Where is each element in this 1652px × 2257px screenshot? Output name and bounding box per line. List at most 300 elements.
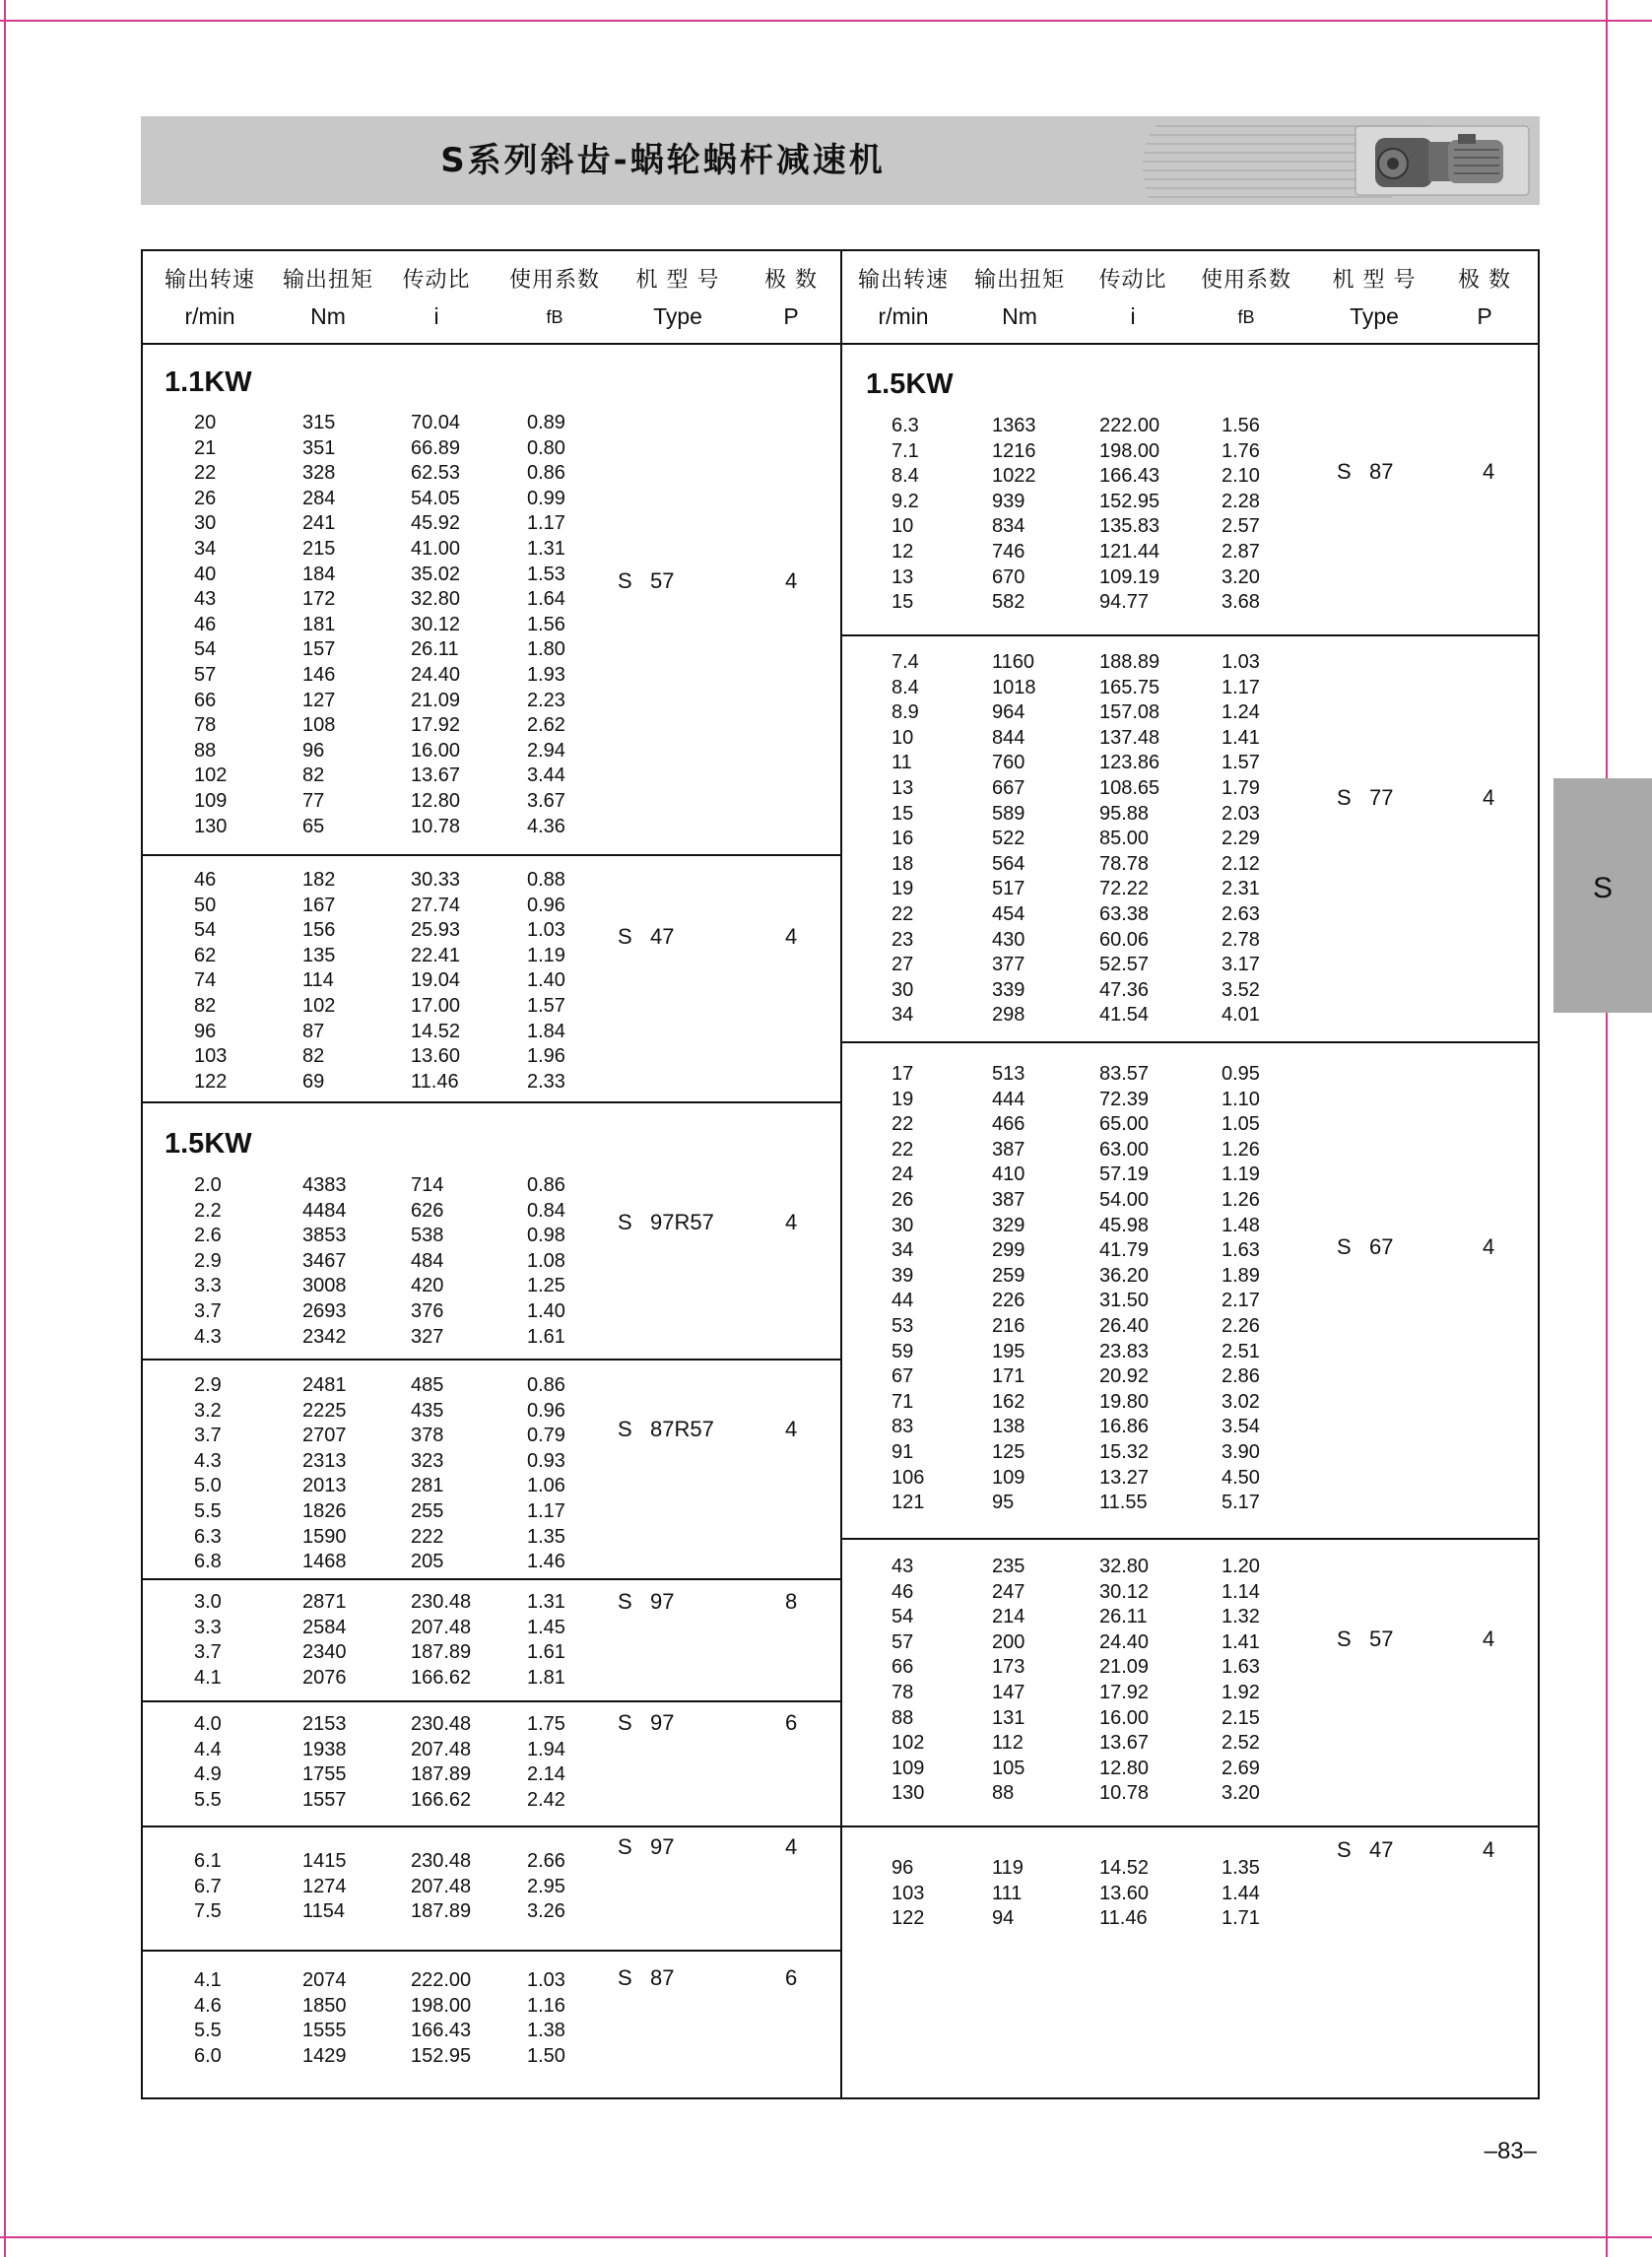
service-factor-cell: 1.19 [1222, 1163, 1260, 1186]
output-speed-cell: 130 [194, 815, 228, 837]
output-torque-cell: 235 [992, 1556, 1025, 1577]
output-speed-cell: 3.0 [194, 1591, 222, 1613]
ratio-cell: 187.89 [411, 1641, 472, 1664]
output-torque-cell: 226 [992, 1290, 1025, 1312]
ratio-cell: 60.06 [1099, 928, 1150, 951]
output-torque-cell: 105 [992, 1757, 1025, 1779]
service-factor-cell: 3.67 [527, 790, 565, 812]
service-factor-cell: 0.96 [527, 894, 565, 916]
service-factor-cell: 1.03 [1222, 651, 1260, 673]
header-type-unit: Type [1350, 303, 1399, 329]
ratio-cell: 70.04 [411, 412, 461, 433]
output-speed-cell: 2.9 [194, 1374, 222, 1396]
output-torque-cell: 146 [302, 664, 336, 686]
ratio-cell: 378 [411, 1425, 444, 1447]
output-torque-cell: 315 [302, 412, 336, 433]
output-speed-cell: 130 [892, 1782, 925, 1805]
service-factor-cell: 4.50 [1222, 1466, 1260, 1489]
header-ratio-unit: i [433, 303, 439, 329]
service-factor-cell: 1.56 [527, 613, 565, 635]
ratio-cell: 12.80 [1099, 1757, 1150, 1779]
right-column-header [842, 249, 1540, 343]
output-torque-cell: 88 [992, 1782, 1015, 1805]
output-torque-cell: 112 [992, 1732, 1024, 1755]
service-factor-cell: 0.88 [527, 869, 565, 891]
output-speed-cell: 34 [892, 1239, 914, 1262]
pole-count-cell: 4 [785, 568, 798, 593]
ratio-cell: 13.60 [1099, 1882, 1150, 1904]
output-torque-cell: 1826 [302, 1500, 347, 1522]
output-speed-cell: 22 [194, 462, 217, 485]
ratio-cell: 95.88 [1099, 802, 1150, 825]
output-speed-cell: 40 [194, 563, 217, 585]
output-speed-cell: 26 [892, 1189, 914, 1211]
output-torque-cell: 111 [992, 1882, 1023, 1904]
output-torque-cell: 410 [992, 1163, 1025, 1186]
output-speed-cell: 7.1 [892, 439, 919, 462]
ratio-cell: 13.27 [1099, 1466, 1150, 1489]
ratio-cell: 63.38 [1099, 903, 1150, 925]
service-factor-cell: 0.86 [527, 1174, 565, 1196]
ratio-cell: 207.48 [411, 1616, 472, 1638]
output-torque-cell: 834 [992, 515, 1025, 538]
ratio-cell: 83.57 [1099, 1063, 1150, 1085]
output-torque-cell: 94 [992, 1907, 1015, 1930]
output-torque-cell: 109 [992, 1466, 1025, 1489]
section-divider [141, 1700, 840, 1702]
output-speed-cell: 22 [892, 1138, 914, 1161]
ratio-cell: 45.92 [411, 512, 461, 535]
section-divider [141, 1101, 840, 1103]
ratio-cell: 10.78 [1099, 1782, 1150, 1805]
service-factor-cell: 1.44 [1222, 1882, 1260, 1904]
ratio-cell: 135.83 [1099, 515, 1160, 538]
service-factor-cell: 3.02 [1222, 1390, 1260, 1413]
output-speed-cell: 96 [892, 1857, 914, 1879]
column-divider [840, 249, 842, 2099]
service-factor-cell: 1.79 [1222, 777, 1260, 799]
header-speed-unit: r/min [184, 303, 235, 329]
service-factor-cell: 1.57 [1222, 752, 1260, 774]
pole-count-cell: 4 [785, 1210, 798, 1234]
ratio-cell: 30.12 [411, 613, 461, 635]
service-factor-cell: 3.26 [527, 1900, 565, 1923]
output-speed-cell: 34 [194, 538, 217, 560]
output-torque-cell: 589 [992, 802, 1025, 825]
output-torque-cell: 2074 [302, 1969, 347, 1991]
power-rating-heading: 1.5KW [165, 1128, 252, 1160]
output-torque-cell: 65 [302, 815, 325, 837]
output-torque-cell: 2225 [302, 1399, 347, 1422]
header-torque-cn: 输出扭矩 [282, 268, 373, 293]
output-speed-cell: 78 [194, 714, 217, 737]
ratio-cell: 222.00 [1099, 415, 1160, 436]
ratio-cell: 16.86 [1099, 1416, 1150, 1438]
output-torque-cell: 2076 [302, 1666, 347, 1689]
output-speed-cell: 54 [194, 638, 217, 661]
output-torque-cell: 2342 [302, 1325, 347, 1348]
service-factor-cell: 1.08 [527, 1249, 565, 1272]
output-speed-cell: 24 [892, 1163, 914, 1186]
ratio-cell: 21.09 [1099, 1656, 1150, 1679]
service-factor-cell: 1.31 [527, 1591, 565, 1613]
output-torque-cell: 329 [992, 1214, 1025, 1236]
ratio-cell: 35.02 [411, 563, 461, 585]
ratio-cell: 108.65 [1099, 777, 1160, 799]
header-type-cn: 机 型 号 [1332, 268, 1417, 293]
output-speed-cell: 54 [194, 919, 217, 942]
output-torque-cell: 522 [992, 828, 1025, 850]
ratio-cell: 123.86 [1099, 752, 1160, 774]
output-speed-cell: 16 [892, 828, 914, 850]
output-torque-cell: 2871 [302, 1591, 347, 1613]
service-factor-cell: 1.57 [527, 995, 565, 1017]
output-torque-cell: 939 [992, 490, 1025, 512]
service-factor-cell: 3.17 [1222, 954, 1260, 976]
output-speed-cell: 71 [892, 1390, 914, 1413]
output-torque-cell: 1557 [302, 1788, 347, 1811]
ratio-cell: 376 [411, 1300, 444, 1322]
service-factor-cell: 2.78 [1222, 928, 1260, 951]
output-torque-cell: 3008 [302, 1275, 347, 1297]
header-type-unit: Type [653, 303, 702, 329]
service-factor-cell: 2.15 [1222, 1706, 1260, 1729]
output-speed-cell: 46 [892, 1580, 914, 1603]
ratio-cell: 222.00 [411, 1969, 472, 1991]
output-speed-cell: 9.2 [892, 490, 919, 512]
output-speed-cell: 2.9 [194, 1249, 222, 1272]
output-torque-cell: 564 [992, 852, 1025, 875]
model-type-cell: S 87R57 [618, 1417, 714, 1441]
service-factor-cell: 1.56 [1222, 415, 1260, 436]
service-factor-cell: 1.45 [527, 1616, 565, 1638]
output-torque-cell: 195 [992, 1340, 1025, 1362]
model-type-cell: S 97 [618, 1710, 675, 1735]
ratio-cell: 27.74 [411, 894, 461, 916]
output-speed-cell: 5.5 [194, 2020, 222, 2042]
output-speed-cell: 57 [892, 1630, 914, 1653]
output-torque-cell: 3853 [302, 1225, 347, 1247]
service-factor-cell: 0.95 [1222, 1063, 1260, 1085]
output-torque-cell: 1590 [302, 1525, 347, 1548]
output-torque-cell: 157 [302, 638, 336, 661]
output-torque-cell: 214 [992, 1606, 1025, 1628]
service-factor-cell: 1.76 [1222, 439, 1260, 462]
output-speed-cell: 3.3 [194, 1275, 222, 1297]
output-speed-cell: 13 [892, 565, 914, 588]
service-factor-cell: 1.92 [1222, 1682, 1260, 1703]
model-type-cell: S 67 [1337, 1234, 1394, 1259]
ratio-cell: 41.54 [1099, 1004, 1150, 1027]
output-speed-cell: 22 [892, 1113, 914, 1136]
service-factor-cell: 1.03 [527, 919, 565, 942]
output-speed-cell: 6.3 [892, 415, 919, 436]
service-factor-cell: 3.20 [1222, 1782, 1260, 1805]
output-speed-cell: 4.3 [194, 1325, 222, 1348]
output-torque-cell: 138 [992, 1416, 1025, 1438]
ratio-cell: 30.12 [1099, 1580, 1150, 1603]
output-speed-cell: 6.1 [194, 1850, 222, 1872]
ratio-cell: 17.92 [1099, 1682, 1150, 1703]
ratio-cell: 14.52 [1099, 1857, 1150, 1879]
ratio-cell: 26.11 [411, 638, 459, 661]
output-torque-cell: 171 [992, 1365, 1025, 1388]
output-torque-cell: 3467 [302, 1249, 347, 1272]
service-factor-cell: 1.17 [527, 1500, 565, 1522]
output-speed-cell: 21 [194, 436, 217, 459]
ratio-cell: 109.19 [1099, 565, 1160, 588]
service-factor-cell: 1.46 [527, 1551, 565, 1573]
output-speed-cell: 103 [892, 1882, 925, 1904]
service-factor-cell: 0.79 [527, 1425, 565, 1447]
pole-count-cell: 4 [785, 1834, 798, 1859]
ratio-cell: 20.92 [1099, 1365, 1150, 1388]
output-speed-cell: 15 [892, 591, 914, 614]
section-divider [842, 1041, 1540, 1043]
header-pole-cn: 极 数 [764, 268, 818, 293]
service-factor-cell: 2.23 [527, 689, 565, 711]
pole-count-cell: 4 [1483, 1626, 1495, 1651]
output-torque-cell: 1022 [992, 465, 1036, 488]
pole-count-cell: 6 [785, 1710, 798, 1735]
service-factor-cell: 2.63 [1222, 903, 1260, 925]
service-factor-cell: 0.96 [527, 1399, 565, 1422]
output-speed-cell: 5.5 [194, 1788, 222, 1811]
header-pole-unit: P [1477, 303, 1492, 329]
section-divider [842, 1538, 1540, 1540]
output-speed-cell: 3.7 [194, 1641, 222, 1664]
ratio-cell: 281 [411, 1475, 444, 1497]
ratio-cell: 32.80 [1099, 1556, 1150, 1577]
ratio-cell: 166.43 [411, 2020, 472, 2042]
ratio-cell: 11.46 [411, 1070, 459, 1093]
output-speed-cell: 13 [892, 777, 914, 799]
service-factor-cell: 0.99 [527, 487, 565, 509]
service-factor-cell: 1.53 [527, 563, 565, 585]
power-rating-heading: 1.5KW [866, 368, 954, 400]
service-factor-cell: 1.61 [527, 1325, 565, 1348]
service-factor-cell: 1.94 [527, 1738, 565, 1760]
service-factor-cell: 1.96 [527, 1045, 565, 1068]
service-factor-cell: 1.40 [527, 969, 565, 992]
ratio-cell: 11.46 [1099, 1907, 1148, 1930]
output-torque-cell: 135 [302, 944, 336, 966]
output-torque-cell: 517 [992, 878, 1025, 900]
output-speed-cell: 22 [892, 903, 914, 925]
service-factor-cell: 1.61 [527, 1641, 565, 1664]
header-ratio-unit: i [1130, 303, 1136, 329]
ratio-cell: 26.40 [1099, 1315, 1150, 1337]
ratio-cell: 15.32 [1099, 1441, 1150, 1463]
service-factor-cell: 1.35 [1222, 1857, 1260, 1879]
output-torque-cell: 964 [992, 701, 1025, 724]
section-side-tab[interactable] [1553, 778, 1652, 1013]
left-column-header [141, 249, 840, 343]
output-speed-cell: 122 [194, 1070, 228, 1093]
ratio-cell: 714 [411, 1174, 444, 1196]
output-speed-cell: 34 [892, 1004, 914, 1027]
service-factor-cell: 1.10 [1222, 1088, 1260, 1110]
output-torque-cell: 2481 [302, 1374, 347, 1396]
service-factor-cell: 1.40 [527, 1300, 565, 1322]
ratio-cell: 11.55 [1099, 1492, 1148, 1514]
output-speed-cell: 4.1 [194, 1666, 222, 1689]
service-factor-cell: 1.16 [527, 1994, 565, 2017]
output-speed-cell: 6.3 [194, 1525, 222, 1548]
output-torque-cell: 1363 [992, 415, 1036, 436]
service-factor-cell: 1.06 [527, 1475, 565, 1497]
section-divider [141, 854, 840, 856]
output-speed-cell: 67 [892, 1365, 914, 1388]
output-torque-cell: 430 [992, 928, 1025, 951]
service-factor-cell: 1.41 [1222, 726, 1260, 749]
service-factor-cell: 2.10 [1222, 465, 1260, 488]
output-torque-cell: 339 [992, 978, 1025, 1001]
ratio-cell: 13.67 [411, 764, 461, 787]
output-speed-cell: 2.2 [194, 1199, 222, 1222]
output-torque-cell: 298 [992, 1004, 1025, 1027]
service-factor-cell: 0.89 [527, 412, 565, 433]
output-torque-cell: 95 [992, 1492, 1015, 1514]
model-type-cell: S 97 [618, 1834, 675, 1859]
pole-count-cell: 4 [785, 1417, 798, 1441]
section-divider [141, 1359, 840, 1361]
output-torque-cell: 387 [992, 1189, 1025, 1211]
output-torque-cell: 102 [302, 995, 336, 1017]
ratio-cell: 66.89 [411, 436, 461, 459]
service-factor-cell: 1.19 [527, 944, 565, 966]
service-factor-cell: 1.38 [527, 2020, 565, 2042]
ratio-cell: 63.00 [1099, 1138, 1150, 1161]
output-torque-cell: 351 [302, 436, 336, 459]
service-factor-cell: 1.32 [1222, 1606, 1260, 1628]
service-factor-cell: 2.94 [527, 739, 565, 762]
ratio-cell: 538 [411, 1225, 444, 1247]
page-title: S系列斜齿-蜗轮蜗杆减速机 [440, 141, 886, 180]
model-type-cell: S 87 [618, 1965, 675, 1990]
section-divider [842, 1826, 1540, 1827]
ratio-cell: 85.00 [1099, 828, 1150, 850]
output-speed-cell: 8.4 [892, 465, 919, 488]
service-factor-cell: 2.86 [1222, 1365, 1260, 1388]
output-speed-cell: 103 [194, 1045, 228, 1068]
service-factor-cell: 0.86 [527, 1374, 565, 1396]
ratio-cell: 157.08 [1099, 701, 1160, 724]
output-torque-cell: 114 [302, 969, 334, 992]
model-type-cell: S 87 [1337, 459, 1394, 484]
output-torque-cell: 241 [302, 512, 336, 535]
service-factor-cell: 1.84 [527, 1020, 565, 1042]
output-speed-cell: 106 [892, 1466, 925, 1489]
service-factor-cell: 2.03 [1222, 802, 1260, 825]
output-torque-cell: 746 [992, 541, 1025, 563]
service-factor-cell: 2.95 [527, 1875, 565, 1897]
output-speed-cell: 12 [892, 541, 914, 563]
output-speed-cell: 43 [194, 588, 217, 611]
output-torque-cell: 1555 [302, 2020, 347, 2042]
service-factor-cell: 3.44 [527, 764, 565, 787]
output-speed-cell: 43 [892, 1556, 914, 1577]
pole-count-cell: 6 [785, 1965, 798, 1990]
service-factor-cell: 1.14 [1222, 1580, 1260, 1603]
service-factor-cell: 3.20 [1222, 565, 1260, 588]
output-speed-cell: 96 [194, 1020, 217, 1042]
service-factor-cell: 1.24 [1222, 701, 1260, 724]
service-factor-cell: 2.57 [1222, 515, 1260, 538]
ratio-cell: 25.93 [411, 919, 461, 942]
pole-count-cell: 4 [1483, 1234, 1495, 1259]
ratio-cell: 207.48 [411, 1738, 472, 1760]
service-factor-cell: 2.28 [1222, 490, 1260, 512]
output-speed-cell: 4.9 [194, 1763, 222, 1786]
output-speed-cell: 88 [892, 1706, 914, 1729]
service-factor-cell: 1.80 [527, 638, 565, 661]
output-torque-cell: 182 [302, 869, 336, 891]
header-pole-cn: 极 数 [1458, 268, 1511, 293]
output-torque-cell: 760 [992, 752, 1025, 774]
output-speed-cell: 4.0 [194, 1713, 222, 1735]
output-speed-cell: 6.7 [194, 1875, 222, 1897]
output-speed-cell: 109 [892, 1757, 925, 1779]
header-torque-cn: 输出扭矩 [973, 268, 1065, 293]
output-speed-cell: 50 [194, 894, 217, 916]
output-speed-cell: 66 [892, 1656, 914, 1679]
header-ratio-cn: 传动比 [402, 268, 471, 293]
header-speed-cn: 输出转速 [857, 268, 949, 293]
output-torque-cell: 108 [302, 714, 336, 737]
service-factor-cell: 1.41 [1222, 1630, 1260, 1653]
output-speed-cell: 5.0 [194, 1475, 222, 1497]
service-factor-cell: 5.17 [1222, 1492, 1260, 1514]
ratio-cell: 72.39 [1099, 1088, 1150, 1110]
model-type-cell: S 97 [618, 1589, 675, 1614]
section-divider [141, 1826, 840, 1827]
output-speed-cell: 6.0 [194, 2044, 222, 2067]
output-speed-cell: 59 [892, 1340, 914, 1362]
output-speed-cell: 4.4 [194, 1738, 222, 1760]
output-torque-cell: 1429 [302, 2044, 347, 2067]
output-torque-cell: 77 [302, 790, 325, 812]
header-type-cn: 机 型 号 [635, 268, 720, 293]
output-speed-cell: 7.4 [892, 651, 919, 673]
service-factor-cell: 1.17 [527, 512, 565, 535]
ratio-cell: 19.04 [411, 969, 461, 992]
output-speed-cell: 3.3 [194, 1616, 222, 1638]
output-speed-cell: 17 [892, 1063, 914, 1085]
output-speed-cell: 4.3 [194, 1449, 222, 1472]
crop-line-bottom [0, 2236, 1652, 2238]
output-speed-cell: 82 [194, 995, 217, 1017]
service-factor-cell: 1.63 [1222, 1656, 1260, 1679]
service-factor-cell: 1.03 [527, 1969, 565, 1991]
ratio-cell: 187.89 [411, 1763, 472, 1786]
ratio-cell: 327 [411, 1325, 444, 1348]
output-torque-cell: 2584 [302, 1616, 347, 1638]
header-speed-unit: r/min [878, 303, 929, 329]
service-factor-cell: 2.26 [1222, 1315, 1260, 1337]
output-speed-cell: 78 [892, 1682, 914, 1703]
output-torque-cell: 156 [302, 919, 336, 942]
output-speed-cell: 18 [892, 852, 914, 875]
output-speed-cell: 10 [892, 515, 914, 538]
service-factor-cell: 1.75 [527, 1713, 565, 1735]
model-type-cell: S 47 [1337, 1837, 1394, 1862]
ratio-cell: 23.83 [1099, 1340, 1150, 1362]
ratio-cell: 435 [411, 1399, 444, 1422]
output-torque-cell: 1850 [302, 1994, 347, 2017]
service-factor-cell: 0.93 [527, 1449, 565, 1472]
output-speed-cell: 46 [194, 869, 217, 891]
